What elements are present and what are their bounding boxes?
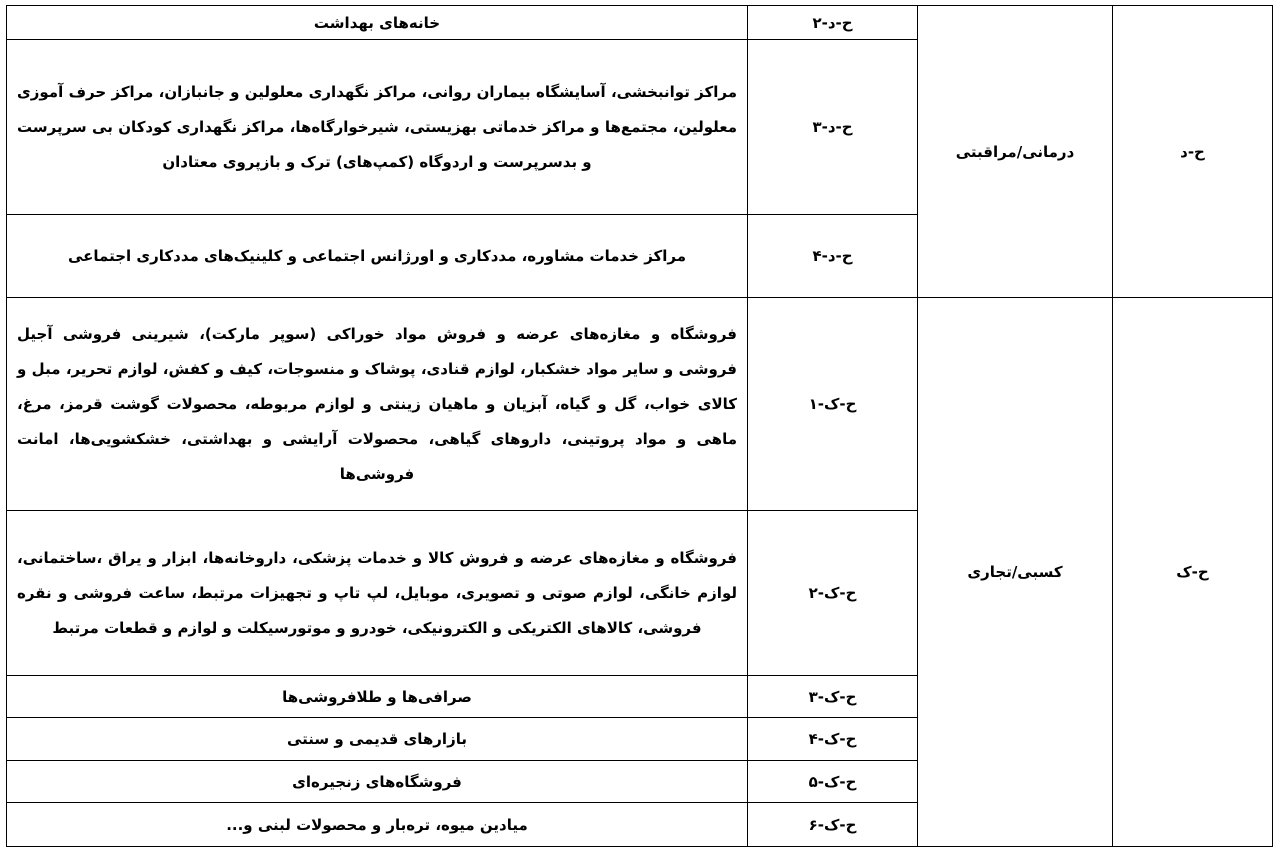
code-cell: ح-ک-۳ (748, 676, 918, 718)
group-code-cell: ح-د (1113, 6, 1273, 298)
code-cell: ح-ک-۶ (748, 803, 918, 847)
table-row (7, 298, 1273, 511)
description-cell: خانه‌های بهداشت (7, 6, 748, 40)
description-cell: مراکز توانبخشی، آسایشگاه بیماران روانی، مراکز نگهداری معلولین و جانبازان، مراکز حرف آموزی معلولین، مجتمع‌ها و مراکز خدماتی بهزیستی، شیرخوارگاه‌ها، مراکز نگهداری کودکان بی سرپرست و بدسرپرست و اردوگاه (کمپ‌های) ترک و بازپروی معتادان (7, 40, 748, 215)
code-cell: ح-ک-۱ (748, 298, 918, 511)
description-cell: فروشگاه و مغازه‌های عرضه و فروش کالا و خدمات پزشکی، داروخانه‌ها، ابزار و یراق ،ساختمانی، لوازم خانگی، لوازم صوتی و تصویری، موبایل، لپ تاپ و تجهیزات مرتبط، ساعت فروشی و نقره فروشی، کالاهای الکتریکی و الکترونیکی، خودرو و موتورسیکلت و لوازم و قطعات مرتبط (7, 511, 748, 676)
table-row (7, 6, 1273, 40)
code-cell: ح-ک-۵ (748, 761, 918, 803)
code-cell: ح-ک-۲ (748, 511, 918, 676)
description-cell: مراکز خدمات مشاوره، مددکاری و اورژانس اجتماعی و کلینیک‌های مددکاری اجتماعی (7, 215, 748, 298)
description-cell: میادین میوه، تره‌بار و محصولات لبنی و... (7, 803, 748, 847)
category-cell: درمانی/مراقبتی (918, 6, 1113, 298)
group-code-cell: ح-ک (1113, 298, 1273, 847)
description-cell: بازارهای قدیمی و سنتی (7, 718, 748, 761)
category-cell: کسبی/تجاری (918, 298, 1113, 847)
description-cell: صرافی‌ها و طلافروشی‌ها (7, 676, 748, 718)
description-cell: فروشگاه‌های زنجیره‌ای (7, 761, 748, 803)
description-cell: فروشگاه و مغازه‌های عرضه و فروش مواد خوراکی (سوپر مارکت)، شیرینی فروشی آجیل فروشی و سایر مواد خشکبار، لوازم قنادی، پوشاک و منسوجات، کیف و کفش، لوازم تحریر، مبل و کالای خواب، گل و گیاه، آبزیان و ماهیان زینتی و لوازم مربوطه، محصولات گوشت قرمز، مرغ، ماهی و مواد پروتینی، داروهای گیاهی، محصولات آرایشی و بهداشتی، خشکشویی‌ها، امانت فروشی‌ها (7, 298, 748, 511)
classification-table (6, 5, 1273, 847)
code-cell: ح-د-۳ (748, 40, 918, 215)
code-cell: ح-د-۴ (748, 215, 918, 298)
code-cell: ح-ک-۴ (748, 718, 918, 761)
code-cell: ح-د-۲ (748, 6, 918, 40)
